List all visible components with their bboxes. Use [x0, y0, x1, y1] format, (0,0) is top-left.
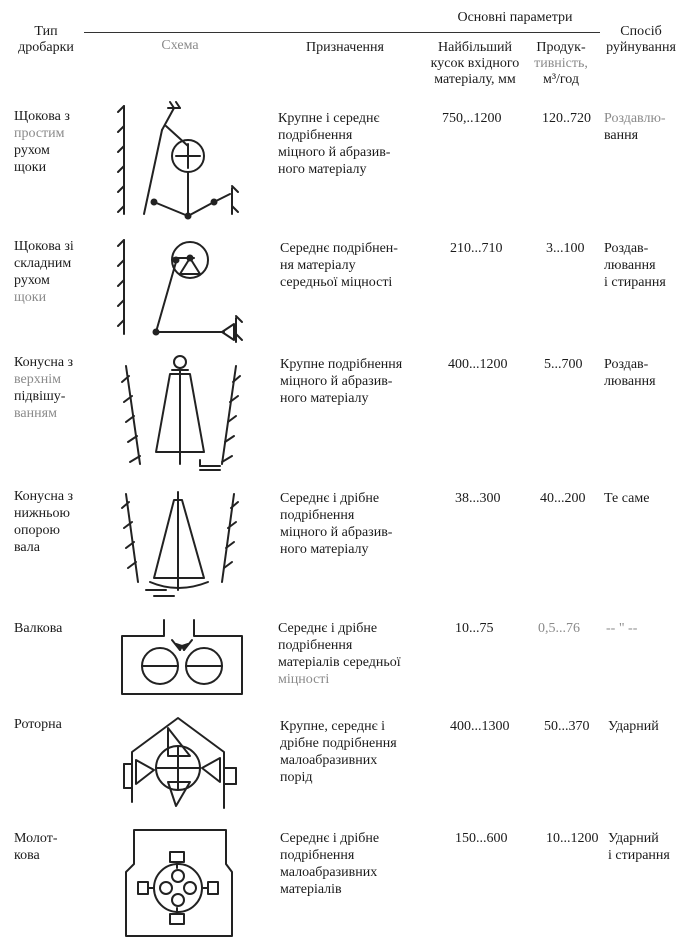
col-type-header-line: дробарки [18, 40, 74, 55]
row-3-purpose [280, 356, 430, 407]
row-1-max-piece: 750,..1200 [442, 111, 502, 126]
row-5-productivity: 0,5...76 [538, 621, 580, 636]
header-rule [42, 32, 620, 33]
roller-schema-icon [116, 616, 256, 700]
purpose-line: ного матеріалу [278, 162, 367, 177]
row-1-type [14, 108, 94, 176]
method-line: вання [604, 128, 639, 143]
row-2-productivity: 3...100 [546, 241, 585, 256]
type-line: складним [14, 256, 72, 271]
type-line: вала [14, 540, 40, 555]
row-6-type [14, 716, 94, 733]
row-4-method [604, 490, 694, 507]
type-line: Конусна з [14, 489, 74, 504]
method-line: і стирання [604, 275, 666, 290]
type-line: ванням [14, 406, 57, 421]
purpose-line: ного матеріалу [280, 542, 369, 557]
col-method-header-line: руйнування [606, 40, 676, 55]
purpose-line: матеріалів середньої [278, 655, 401, 670]
purpose-line: Середнє і дрібне [280, 491, 380, 506]
type-line: верхнім [14, 372, 61, 387]
purpose-line: міцного й абразив- [278, 145, 391, 160]
col-max-piece-header-line: матеріалу, мм [434, 72, 516, 87]
method-line: -- " -- [606, 621, 638, 636]
purpose-line: малоабразивних [280, 865, 378, 880]
col-max-piece-header [420, 40, 530, 88]
row-3-type [14, 354, 94, 422]
row-1-productivity: 120..720 [542, 111, 591, 126]
row-6-purpose [280, 718, 430, 786]
purpose-line: міцності [278, 672, 330, 687]
jaw-simple-schema-icon [118, 102, 248, 220]
purpose-line: Середнє і дрібне [278, 621, 378, 636]
purpose-line: Крупне і середнє [278, 111, 380, 126]
type-line: рухом [14, 143, 50, 158]
cone-top-suspension-schema-icon [120, 352, 250, 472]
type-line: Щокова з [14, 109, 70, 124]
purpose-line: міцного й абразив- [280, 374, 393, 389]
type-line: підвішу- [14, 389, 66, 404]
method-line: лювання [604, 258, 656, 273]
row-5-method [606, 620, 686, 637]
type-line: щоки [14, 290, 47, 305]
row-5-type [14, 620, 94, 637]
method-line: Ударний [608, 831, 659, 846]
purpose-line: ного матеріалу [280, 391, 369, 406]
hammer-schema-icon [118, 824, 258, 942]
col-productivity-header-line: тивність, [534, 56, 588, 71]
row-3-productivity: 5...700 [544, 357, 583, 372]
type-line: кова [14, 848, 40, 863]
row-7-method [608, 830, 693, 864]
row-5-purpose [278, 620, 448, 688]
purpose-line: подрібнення [280, 848, 355, 863]
purpose-line: Крупне подрібнення [280, 357, 403, 372]
row-4-purpose [280, 490, 430, 558]
col-productivity-header-line: м³/год [542, 72, 580, 87]
col-type-header [8, 24, 84, 56]
purpose-line: подрібнення [278, 128, 353, 143]
type-line: простим [14, 126, 65, 141]
row-3-max-piece: 400...1200 [448, 357, 508, 372]
method-line: Роздавлю- [604, 111, 666, 126]
purpose-line: Середнє подрібнен- [280, 241, 398, 256]
row-4-max-piece: 38...300 [455, 491, 501, 506]
type-line: Молот- [14, 831, 58, 846]
purpose-line: Середнє і дрібне [280, 831, 380, 846]
type-line: Щокова зі [14, 239, 74, 254]
col-max-piece-header-line: кусок вхідного [430, 56, 520, 71]
method-line: Роздав- [604, 357, 649, 372]
col-max-piece-header-line: Найбільший [438, 40, 512, 55]
row-7-type [14, 830, 94, 864]
row-5-max-piece: 10...75 [455, 621, 494, 636]
main-params-heading: Основні параметри [457, 10, 573, 25]
row-6-method [608, 718, 688, 735]
col-productivity-header-line: Продук- [536, 40, 586, 55]
method-line: і стирання [608, 848, 670, 863]
row-6-max-piece: 400...1300 [450, 719, 510, 734]
cone-bottom-support-schema-icon [120, 486, 250, 604]
type-line: нижньою [14, 506, 70, 521]
type-line: опорою [14, 523, 60, 538]
row-7-purpose [280, 830, 430, 898]
row-7-max-piece: 150...600 [455, 831, 508, 846]
purpose-line: подрібнення [278, 638, 353, 653]
type-line: рухом [14, 273, 50, 288]
col-method-header-line: Спосіб [620, 24, 662, 39]
type-line: Валкова [14, 621, 63, 636]
col-method-header [600, 24, 682, 56]
type-line: щоки [14, 160, 47, 175]
purpose-line: ня матеріалу [280, 258, 356, 273]
purpose-line: матеріалів [280, 882, 342, 897]
method-line: Те саме [604, 491, 650, 506]
purpose-line: подрібнення [280, 508, 355, 523]
type-line: Роторна [14, 717, 62, 732]
purpose-line: дрібне подрібнення [280, 736, 397, 751]
purpose-line: середньої міцності [280, 275, 393, 290]
method-line: Роздав- [604, 241, 649, 256]
col-productivity-header [526, 40, 596, 88]
row-4-productivity: 40...200 [540, 491, 586, 506]
col-schema-header: Схема [161, 38, 199, 53]
purpose-line: порід [280, 770, 313, 785]
purpose-line: міцного й абразив- [280, 525, 393, 540]
row-2-max-piece: 210...710 [450, 241, 503, 256]
row-1-purpose [278, 110, 428, 178]
row-2-method [604, 240, 694, 291]
row-3-method [604, 356, 694, 390]
jaw-complex-schema-icon [118, 236, 248, 340]
type-line: Конусна з [14, 355, 74, 370]
col-type-header-line: Тип [34, 24, 58, 39]
row-6-productivity: 50...370 [544, 719, 590, 734]
row-2-type [14, 238, 94, 306]
row-7-productivity: 10...1200 [546, 831, 599, 846]
col-purpose-header: Призначення [306, 40, 384, 55]
method-line: Ударний [608, 719, 659, 734]
row-2-purpose [280, 240, 430, 291]
purpose-line: Крупне, середнє і [280, 719, 385, 734]
row-4-type [14, 488, 94, 556]
row-1-method [604, 110, 694, 144]
rotor-schema-icon [118, 712, 258, 814]
method-line: лювання [604, 374, 656, 389]
purpose-line: малоабразивних [280, 753, 378, 768]
